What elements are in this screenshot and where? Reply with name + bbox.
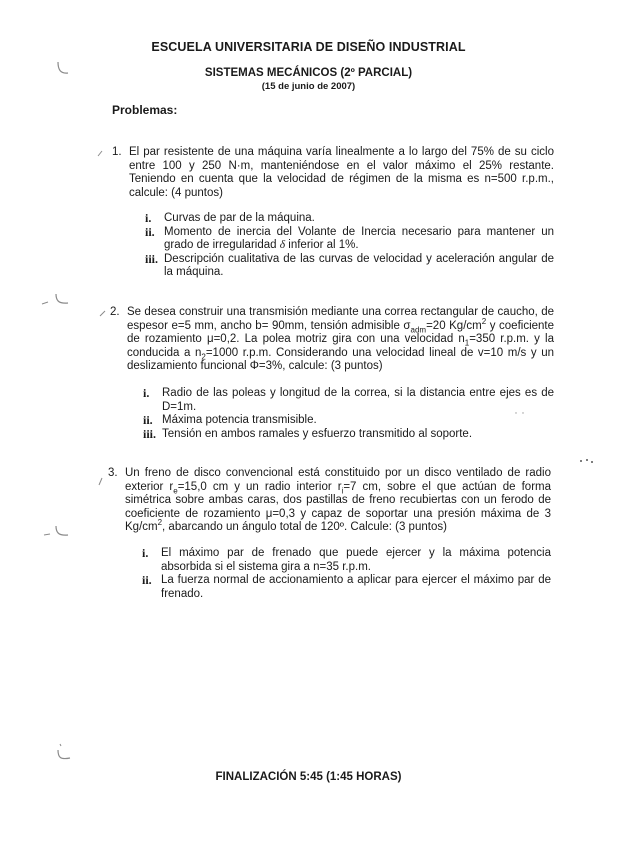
exam-date: (15 de junio de 2007) [261, 81, 356, 92]
end-time-note: FINALIZACIÓN 5:45 (1:45 HORAS) [215, 771, 402, 783]
section-title: Problemas: [112, 103, 178, 117]
problem-statement: Un freno de disco convencional está constituido por un disco ventilado de radio exterior $r_e=15,0$ cm y un radio interior $r_i=7$ cm, sobre el que actúan de forma simétrica sobre ambas caras, dos pastillas de freno recubiertas con un ferodo de coeficiente de rozamiento μ=0,3 y capaz de soportar una presión máxima de 3 $Kg/cm^2$, abarcando un ángulo total de 120º. Calcule: (3 puntos) [125, 467, 551, 534]
problem-statement: El par resistente de una máquina varía linealmente a lo largo del 75% de su ciclo entre 100 y 250 N·m, manteniéndose en el valor máximo el 25% restante. Teniendo en cuenta que la velocidad de régimen de la misma es n=500 r.p.m., calcule: (4 puntos) [129, 146, 554, 199]
list-item: iii. Tensión en ambos ramales y esfuerzo transmitido al soporte. [143, 426, 473, 441]
pencil-tick-icon [98, 308, 108, 318]
list-item: iii. Descripción cualitativa de las curvas de velocidad y aceleración angular de la máquina. [145, 251, 554, 279]
problem-number: 1. [112, 146, 122, 158]
list-item: ii. La fuerza normal de accionamiento a aplicar para ejercer el máximo par de frenado. [142, 573, 551, 600]
list-item: i. Radio de las poleas y longitud de la correa, si la distancia entre ejes es de D=1m. [143, 386, 554, 413]
stray-dots-icon [578, 456, 594, 466]
school-name: ESCUELA UNIVERSITARIA DE DISEÑO INDUSTRIAL [151, 40, 466, 54]
pencil-tick-icon [96, 148, 106, 158]
pencil-check-mark-icon [54, 60, 74, 78]
problem-1-items [145, 212, 554, 280]
subject-title: SISTEMAS MECÁNICOS (2º PARCIAL) [204, 67, 413, 79]
pencil-check-mark-icon [42, 523, 72, 541]
stray-dots-icon [514, 410, 526, 416]
delta-symbol: δ [279, 239, 286, 252]
list-item: ii. Momento de inercia del Volante de Inercia necesario para mantener un grado de irregularidad δ inferior al 1%. [145, 224, 554, 252]
list-item: i. El máximo par de frenado que puede ejercer y la máxima potencia absorbida si el sistema gira a n=35 r.p.m. [142, 546, 551, 573]
problem-number: 3. [108, 467, 118, 479]
problem-3-items [142, 547, 551, 601]
pencil-tick-icon [96, 475, 106, 487]
problem-2 [110, 306, 555, 374]
pencil-check-mark-icon [50, 742, 74, 764]
problem-1 [112, 146, 554, 200]
list-item: i. Curvas de par de la máquina. [145, 211, 315, 225]
problem-number: 2. [110, 306, 120, 318]
problem-2-items [143, 387, 554, 441]
problem-statement: Se desea construir una transmisión mediante una correa rectangular de caucho, de espesor e=5 mm, ancho b= 90mm, tensión admisible $\sigma_{adm}=20$ $Kg/cm^2$ y coeficiente de rozamiento μ=0,2. La polea motriz gira con una velocidad $n_1=350$ r.p.m. y la conducida a $n_2=1000$ r.p.m. Considerando una velocidad lineal de v=10 m/s y un deslizamiento funcional Φ=3%, calcule: (3 puntos) [127, 306, 555, 373]
problem-3 [108, 467, 551, 535]
list-item: ii. Máxima potencia transmisible. [143, 413, 317, 428]
pencil-check-mark-icon [40, 292, 74, 310]
